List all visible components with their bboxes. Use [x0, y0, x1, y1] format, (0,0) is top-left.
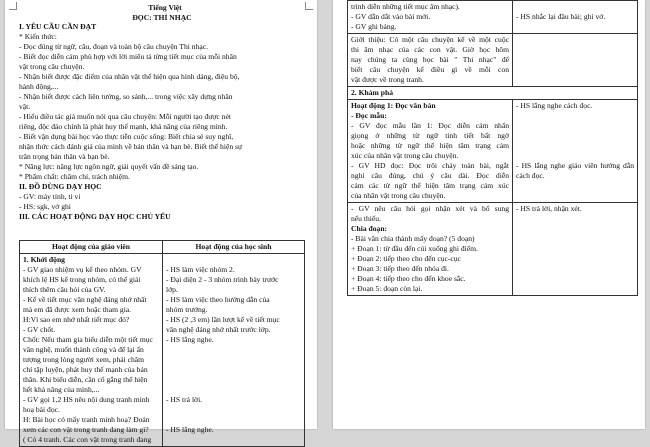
teacher-line: biết câu chuyện kể điều gì về mỗi con	[351, 65, 509, 74]
student-line: - HS lắng nghe.	[166, 425, 214, 434]
section-heading: 1. Khởi động	[23, 255, 65, 264]
teacher-line: ( Có 4 tranh. Các con vật trong tranh đang	[23, 435, 152, 444]
objective-line: nhận thức cách đánh giá của mình về bản thân và bạn bè. Biết thể hiện sự	[19, 142, 243, 151]
student-line	[516, 121, 634, 131]
objective-line: * Năng lực: năng lực ngôn ngữ, giải quyết vấn đề sáng tạo.	[19, 162, 199, 171]
student-activity-cell	[513, 100, 638, 203]
student-line	[166, 375, 301, 385]
student-line: - Đại diện 2 - 3 nhóm trình bày trước	[166, 275, 279, 284]
student-activity-cell	[513, 34, 638, 87]
teacher-line: của nhân vật trong câu chuyện.	[351, 191, 446, 200]
teacher-activity-cell	[348, 34, 513, 87]
teacher-line: khích lệ HS kể trong nhóm, có thể giải	[23, 275, 141, 284]
student-line	[516, 131, 634, 141]
objective-line: hành động,...	[19, 82, 59, 91]
objective-line: vật trong câu chuyện.	[19, 62, 85, 71]
student-line	[516, 151, 634, 161]
student-line: - HS làm việc theo hướng dẫn của	[166, 295, 270, 304]
teacher-activity-cell	[348, 1, 513, 34]
student-line	[166, 365, 301, 375]
student-line: - HS lắng nghe.	[166, 335, 214, 344]
document-page-right	[333, 0, 645, 429]
teacher-line: hoặc những từ ngữ thể hiện tâm trạng cảm	[351, 141, 509, 150]
objective-line: - Biết vận dụng bài học vào thực tiễn cuộc sống: Biết chia sẻ suy nghĩ,	[19, 132, 234, 141]
teacher-line: thích thêm câu hỏi của GV.	[23, 285, 106, 294]
student-line: cách đọc.	[516, 171, 545, 180]
teacher-activity-lines	[23, 265, 159, 445]
teacher-activity-cell	[20, 254, 163, 447]
teacher-line: thân. Khi biểu diễn, cần cố gắng thể hiện	[23, 375, 148, 384]
table-row	[348, 87, 638, 100]
student-line: văn nghệ đáng nhớ nhất trước lớp.	[166, 325, 271, 334]
section-row-cell	[348, 87, 638, 100]
teacher-line: văn nghệ, muốn thành công và để lại ấn	[23, 345, 144, 354]
student-line	[166, 255, 301, 265]
teacher-line: - GV ghi bảng.	[351, 22, 397, 31]
teacher-line: - Đọc mẫu:	[351, 111, 387, 120]
teacher-line: trình diễn những tiết mục âm nhạc).	[351, 2, 460, 11]
teacher-line: - Kể về tiết mục văn nghệ đáng nhớ nhất	[23, 295, 147, 304]
activities-table-continued	[347, 0, 638, 296]
teacher-line: - GV đọc mẫu lần 1: Đọc diễn cảm nhấn	[351, 121, 509, 130]
section-heading: II. ĐỒ DÙNG DẠY HỌC	[19, 182, 102, 191]
student-line: - HS trả lời, nhận xét.	[516, 204, 582, 213]
teacher-line: xúc của nhân vật trong câu chuyện.	[351, 151, 459, 160]
page-corner-mark	[305, 2, 313, 10]
teacher-line: + Đoạn 4: tiếp theo cho đến khoe sắc.	[351, 274, 466, 283]
teacher-line: Chốt: Nếu tham gia biểu diễn một tiết mục	[23, 335, 153, 344]
table-row	[348, 203, 638, 296]
student-line	[166, 405, 301, 415]
student-line: - HS nhắc lại đầu bài; ghi vở.	[516, 12, 606, 21]
teacher-line: - GV HD đọc: Đọc trôi chảy toàn bài, ngắt	[351, 161, 509, 170]
teacher-line: Chia đoạn:	[351, 224, 388, 233]
teacher-line: + Đoạn 2: tiếp theo cho đến cục-cục	[351, 254, 461, 263]
student-line: - HS trả lời.	[166, 395, 203, 404]
objective-line: - HS: sgk, vở ghi	[19, 202, 71, 211]
teacher-line: H:Vì sao em nhớ nhất tiết mục đó?	[23, 315, 130, 324]
teacher-line: Giới thiệu: Có một câu chuyện kể về một cuộc	[351, 35, 509, 44]
teacher-activity-cell	[348, 203, 513, 296]
lesson-header	[19, 3, 305, 222]
student-line	[166, 355, 301, 365]
teacher-line: Hoạt động 1: Đọc văn bản	[351, 101, 436, 110]
teacher-line: tượng trong lòng người xem, phải chăm	[23, 355, 145, 364]
lesson-title: ĐỌC: THỈ NHẠC	[132, 13, 192, 22]
student-line	[516, 141, 634, 151]
teacher-line: + Đoạn 5: đoạn còn lại.	[351, 284, 423, 293]
objective-line: - Biết đọc diễn cảm phù hợp với lời miêu tả từng tiết mục của mỗi nhân	[19, 52, 237, 61]
teacher-line: hoạ bài đọc.	[23, 405, 60, 414]
teacher-line: xem các con vật trong tranh đang làm gì?	[23, 425, 149, 434]
objective-line: - Hiểu điều tác giả muốn nói qua câu chuyện: Mỗi người tạo được nét	[19, 112, 231, 121]
student-line	[516, 2, 634, 12]
teacher-line: - Bài văn chia thành mấy đoạn? (5 đoạn)	[351, 234, 475, 243]
activities-table	[19, 240, 305, 447]
teacher-line: mà em đã được xem hoặc tham gia.	[23, 305, 132, 314]
section-heading: I. YÊU CẦU CẦN ĐẠT	[19, 22, 97, 31]
student-line	[166, 385, 301, 395]
teacher-line: - GV giao nhiệm vụ kể theo nhóm. GV	[23, 265, 142, 274]
table-row	[348, 100, 638, 203]
table-row	[348, 1, 638, 34]
teacher-line: thi âm nhạc của các con vật. Giờ học hôm	[351, 45, 509, 54]
student-line	[166, 345, 301, 355]
teacher-line: nghỉ câu đúng, chú ý câu dài. Đọc diễn	[351, 171, 509, 180]
teacher-line: giọng ở những từ ngữ tinh tiết bất ngờ	[351, 131, 509, 140]
objective-line: - Nhận biết được đặc điểm của nhân vật thể hiện qua hình dáng, điệu bộ,	[19, 72, 240, 81]
student-line: - HS lắng nghe giáo viên hướng dẫn	[516, 161, 634, 170]
objective-line: - Đọc đúng từ ngữ, câu, đoạn và toàn bộ câu chuyện Thi nhạc.	[19, 42, 209, 51]
teacher-line: nếu thiếu.	[351, 214, 381, 223]
section-heading: 2. Khám phá	[351, 88, 393, 97]
student-line: - HS (2 ,3 em) lần lượt kể về tiết mục	[166, 315, 280, 324]
objective-line: - GV: máy tính, ti vi	[19, 192, 81, 201]
teacher-line: - GV gọi 1,2 HS nêu nội dung tranh minh	[23, 395, 150, 404]
objective-line: riêng, độc đáo chính là phát huy thế mạnh, khả năng của riêng mình.	[19, 122, 228, 131]
document-page-left	[5, 0, 317, 444]
subject-label: Tiếng Việt	[148, 3, 182, 12]
student-activity-cell	[163, 254, 305, 447]
student-activity-cell	[513, 203, 638, 296]
table-row	[348, 34, 638, 87]
page-corner-mark	[9, 2, 17, 10]
teacher-line: - GV nêu câu hỏi gọi nhận xét và bổ sung	[351, 204, 509, 213]
teacher-line: hết khả năng của mình,...	[23, 385, 100, 394]
student-line: - HS làm việc nhóm 2.	[166, 265, 235, 274]
teacher-line: - GV dẫn dắt vào bài mới.	[351, 12, 431, 21]
teacher-line: + Đoạn 1: từ đầu đến cúi xuống ghi điểm.	[351, 244, 478, 253]
student-line: - HS lắng nghe cách đọc.	[516, 101, 593, 110]
teacher-line: chỉ tập luyện, phát huy thế mạnh của bản	[23, 365, 148, 374]
teacher-line: - GV chốt.	[23, 325, 56, 334]
student-line: lớp.	[166, 285, 178, 294]
teacher-line: vật được về trong tranh.	[351, 75, 424, 84]
student-line	[166, 415, 301, 425]
table-header-student: Hoạt động của học sinh	[163, 241, 305, 254]
student-activity-lines	[166, 255, 301, 435]
student-line	[516, 111, 634, 121]
objective-line: vật.	[19, 102, 31, 111]
objective-line: - Nhận biết được cách liên tưởng, so sánh,... trong việc xây dựng nhân	[19, 92, 233, 101]
teacher-line: cảm các từ ngữ thể hiện tâm trạng cảm xúc	[351, 181, 509, 190]
student-line: nhóm trưởng.	[166, 305, 208, 314]
section-heading: III. CÁC HOẠT ĐỘNG DẠY HỌC CHỦ YẾU	[19, 212, 171, 221]
teacher-line: nay chúng ta cùng học bài " Thi nhạc" để	[351, 55, 509, 64]
teacher-line: + Đoạn 3: tiếp theo đến nhóa đi.	[351, 264, 449, 273]
objective-line: trân trọng bản thân và bạn bè.	[19, 152, 110, 161]
objective-line: * Phẩm chất: chăm chỉ, trách nhiệm.	[19, 172, 130, 181]
teacher-line: H: Bài học có mấy tranh minh hoạ? Đoán	[23, 415, 150, 424]
teacher-activity-cell	[348, 100, 513, 203]
student-activity-cell	[513, 1, 638, 34]
lesson-objectives	[19, 22, 305, 222]
table-header-teacher: Hoạt động của giáo viên	[20, 241, 163, 254]
objective-line: * Kiến thức:	[19, 32, 57, 41]
